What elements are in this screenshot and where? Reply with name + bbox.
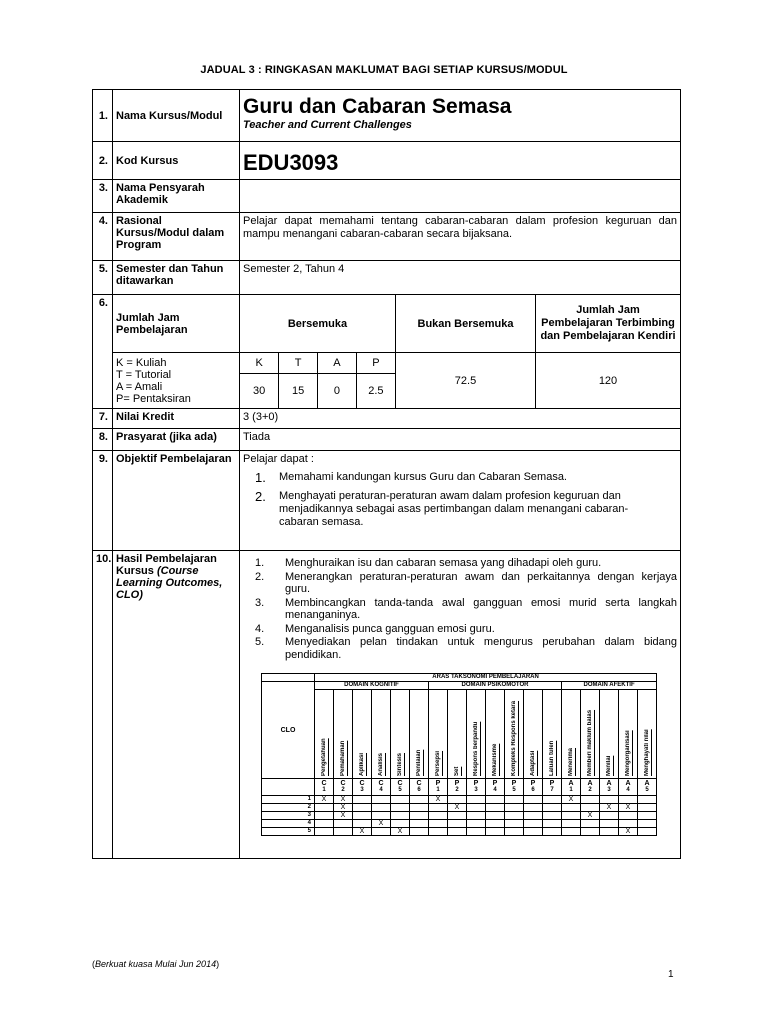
bukan-bersemuka-value: 72.5 [396,353,536,409]
item-number: 5. [255,636,265,648]
outcomes-cell [240,551,681,859]
clo-number: 5 [262,828,315,836]
row-number: 4. [93,213,113,261]
taxonomy-level-label: Menerima [568,747,574,776]
taxonomy-level-label: Mengorganisasi [625,730,631,776]
taxonomy-mark [638,828,657,836]
taxonomy-code [372,779,391,796]
taxonomy-mark [429,820,448,828]
label-italic: (Course Learning Outcomes, CLO) [116,565,223,601]
taxonomy-mark [372,828,391,836]
taxonomy-mark [467,796,486,804]
clo-header: CLO [262,682,315,779]
taxonomy-mark [429,812,448,820]
row-number: 2. [93,142,113,180]
code-letter: P [549,780,555,787]
taxonomy-level-header [353,690,372,779]
ktap-head-t: T [279,353,318,373]
taxonomy-mark: X [334,796,353,804]
code-letter: P [454,780,460,787]
taxonomy-mark [429,828,448,836]
taxonomy-code [562,779,581,796]
item-text: Menerangkan peraturan-peraturan awam dan perkaitannya dengan kerjaya guru. [285,570,677,595]
taxonomy-level-header [410,690,429,779]
taxonomy-code-row [262,779,657,796]
row-number: 7. [93,409,113,429]
footer-italic: Berkuat kuasa Mulai Jun 2014 [95,959,217,969]
objectives-intro: Pelajar dapat : [243,453,314,465]
list-item [243,597,677,622]
taxonomy-code [524,779,543,796]
legend-tutorial: T = Tutorial [116,368,172,381]
hours-legend [113,353,240,409]
taxonomy-level-label: Analisis [378,752,384,776]
code-number: 2 [341,787,345,793]
ktap-val-t: 15 [279,373,318,408]
taxonomy-mark [524,820,543,828]
taxonomy-mark [638,804,657,812]
taxonomy-level-label: Aplikasi [359,752,365,776]
taxonomy-mark [486,812,505,820]
taxonomy-table [261,673,657,836]
row-label: Objektif Pembelajaran [113,451,240,551]
taxonomy-corner [262,674,315,682]
code-letter: A [568,780,574,787]
taxonomy-code [410,779,429,796]
clo-number: 4 [262,820,315,828]
taxonomy-level-header [505,690,524,779]
taxonomy-mark: X [619,828,638,836]
taxonomy-mark [353,796,372,804]
taxonomy-mark [505,812,524,820]
row-number: 9. [93,451,113,551]
taxonomy-code [505,779,524,796]
legend-amali: A = Amali [116,380,163,393]
taxonomy-level-label: Penilaian [416,749,422,776]
list-item [243,636,677,661]
taxonomy-code [581,779,600,796]
taxonomy-mark [600,820,619,828]
taxonomy-mark: X [429,796,448,804]
taxonomy-mark [372,812,391,820]
taxonomy-code [486,779,505,796]
taxonomy-mark [410,812,429,820]
taxonomy-mark [372,804,391,812]
taxonomy-code [638,779,657,796]
item-text: Membincangkan tanda-tanda awal gangguan emosi murid serta langkah menanganinya. [285,596,677,621]
taxonomy-mark [486,804,505,812]
taxonomy-mark [315,812,334,820]
ktap-head-p: P [356,353,395,373]
code-number: 6 [417,787,421,793]
table-row [262,812,657,820]
ktap-val-a: 0 [318,373,357,408]
item-text: Menghayati peraturan-peraturan awam dalam profesion keguruan dan menjadikannya sebagai asas pertimbangan dalam menangani cabaran-cabaran semasa. [279,490,629,528]
taxonomy-level-label: Pengetahuan [321,738,327,776]
clo-number: 2 [262,804,315,812]
code-number: 1 [569,787,573,793]
row-number: 10. [93,551,113,859]
taxonomy-mark [524,804,543,812]
taxonomy-level-label: Pemahaman [340,740,346,776]
footer-note: (Berkuat kuasa Mulai Jun 2014) [92,959,220,969]
row-number: 6. [93,295,113,409]
taxonomy-mark: X [372,820,391,828]
taxonomy-level-label: Mekanisme [492,743,498,776]
taxonomy-mark [410,804,429,812]
item-text: Menghuraikan isu dan cabaran semasa yang dihadapi oleh guru. [285,557,602,569]
taxonomy-mark [581,828,600,836]
code-letter: A [587,780,593,787]
code-letter: P [492,780,498,787]
domain-afektif: DOMAIN AFEKTIF [562,682,657,690]
taxonomy-mark [600,828,619,836]
row-label: Nilai Kredit [113,409,240,429]
taxonomy-mark [315,820,334,828]
code-number: 4 [379,787,383,793]
code-letter: A [625,780,631,787]
taxonomy-mark [581,820,600,828]
taxonomy-mark [467,820,486,828]
header-bersemuka: Bersemuka [240,295,396,353]
taxonomy-level-header [562,690,581,779]
taxonomy-mark [486,820,505,828]
taxonomy-level-header [486,690,505,779]
taxonomy-mark [448,812,467,820]
row-label: Jumlah Jam Pembelajaran [113,295,240,353]
taxonomy-mark [638,796,657,804]
table-row [262,796,657,804]
legend-kuliah: K = Kuliah [116,356,167,369]
taxonomy-level-label: Respons berpandu [473,721,479,776]
code-letter: A [606,780,612,787]
code-number: 3 [474,787,478,793]
taxonomy-mark [391,820,410,828]
course-code: EDU3093 [243,149,339,175]
row-course-code [93,142,681,180]
code-number: 5 [645,787,649,793]
taxonomy-mark [486,796,505,804]
taxonomy-level-label: Adaptasi [530,750,536,776]
course-summary-table [92,89,681,859]
taxonomy-level-header [334,690,353,779]
taxonomy-mark [448,796,467,804]
row-label: Prasyarat (jika ada) [113,429,240,451]
credit-text: 3 (3+0) [240,409,681,429]
list-item [243,471,677,484]
taxonomy-mark [353,820,372,828]
taxonomy-code [467,779,486,796]
item-text: Menyediakan pelan tindakan untuk mengurus perubahan dalam bidang pendidikan. [285,636,677,661]
legend-pentaksiran: P= Pentaksiran [116,392,191,405]
row-learning-hours-header [93,295,681,353]
taxonomy-mark [619,812,638,820]
taxonomy-code [353,779,372,796]
ktap-table [240,353,395,408]
course-name-cell [240,90,681,142]
row-label: Nama Kursus/Modul [113,90,240,142]
taxonomy-mark [372,796,391,804]
taxonomy-mark [505,804,524,812]
clo-number: 3 [262,812,315,820]
taxonomy-level-header [619,690,638,779]
taxonomy-code [448,779,467,796]
code-number: 5 [398,787,402,793]
taxonomy-level-label: Laluan tulen [549,740,555,776]
code-number: 3 [360,787,364,793]
taxonomy-code [315,779,334,796]
row-credit [93,409,681,429]
taxonomy-mark: X [619,804,638,812]
code-number: 4 [626,787,630,793]
row-course-name [93,90,681,142]
list-item [243,571,677,596]
taxonomy-code [391,779,410,796]
taxonomy-level-header [391,690,410,779]
taxonomy-level-label: Set [454,766,460,776]
row-learning-outcomes [93,551,681,859]
taxonomy-mark [353,804,372,812]
taxonomy-mark: X [391,828,410,836]
taxonomy-level-header [524,690,543,779]
document-title: JADUAL 3 : RINGKASAN MAKLUMAT BAGI SETIAP KURSUS/MODUL [200,64,568,76]
taxonomy-level-label: Memberi maklum balas [587,709,593,776]
item-number: 4. [255,622,265,635]
label-plain: Hasil Pembelajaran Kursus [116,553,217,577]
item-number: 3. [255,596,265,609]
course-code-cell [240,142,681,180]
rationale-text: Pelajar dapat memahami tentang cabaran-cabaran dalam profesion keguruan dan mampu menangani cabaran-cabaran secara bijaksana. [240,213,681,261]
row-learning-hours-values [93,353,681,409]
code-letter: P [435,780,441,787]
code-number: 3 [607,787,611,793]
taxonomy-mark [391,812,410,820]
taxonomy-mark: X [315,796,334,804]
taxonomy-mark [581,796,600,804]
domain-kognitif: DOMAIN KOGNITIF [315,682,429,690]
code-number: 6 [531,787,535,793]
list-item [243,490,677,529]
taxonomy-level-header [467,690,486,779]
taxonomy-mark [543,812,562,820]
taxonomy-mark [638,812,657,820]
code-letter: C [416,780,422,787]
taxonomy-mark: X [581,812,600,820]
code-number: 7 [550,787,554,793]
item-number: 2. [255,570,265,583]
taxonomy-mark [524,812,543,820]
ktap-head-k: K [240,353,279,373]
taxonomy-mark [334,820,353,828]
taxonomy-code [543,779,562,796]
taxonomy-mark [562,820,581,828]
list-item [243,623,677,636]
taxonomy-level-header [638,690,657,779]
taxonomy-mark [467,828,486,836]
taxonomy-mark [410,820,429,828]
code-letter: C [397,780,403,787]
taxonomy-mark [562,812,581,820]
row-label: Semester dan Tahun ditawarkan [113,261,240,295]
row-number: 5. [93,261,113,295]
code-letter: P [511,780,517,787]
taxonomy-code [429,779,448,796]
taxonomy-domain-row [262,682,657,690]
taxonomy-mark [410,796,429,804]
code-number: 2 [588,787,592,793]
code-number: 5 [512,787,516,793]
taxonomy-level-header [429,690,448,779]
ktap-head-a: A [318,353,357,373]
taxonomy-mark [543,796,562,804]
row-semester [93,261,681,295]
code-number: 2 [455,787,459,793]
taxonomy-mark [410,828,429,836]
jumlah-jam-value: 120 [536,353,681,409]
taxonomy-mark [467,812,486,820]
page-number: 1 [668,969,674,980]
taxonomy-mark [524,796,543,804]
taxonomy-mark [600,796,619,804]
row-number: 8. [93,429,113,451]
list-item [243,557,677,570]
taxonomy-level-row [262,690,657,779]
taxonomy-mark [448,820,467,828]
objectives-cell [240,451,681,551]
row-label: Nama Pensyarah Akademik [113,180,240,213]
taxonomy-mark [543,820,562,828]
taxonomy-mark [638,820,657,828]
item-number: 2. [255,489,266,504]
taxonomy-level-header [448,690,467,779]
header-jumlah-jam: Jumlah Jam Pembelajaran Terbimbing dan Pembelajaran Kendiri [536,295,681,353]
course-title-english: Teacher and Current Challenges [243,119,412,131]
taxonomy-mark [581,804,600,812]
taxonomy-mark [524,828,543,836]
outcomes-list [243,557,677,661]
taxonomy-mark [391,796,410,804]
code-letter: P [473,780,479,787]
objectives-list [243,471,677,529]
taxonomy-code-blank [262,779,315,796]
taxonomy-mark [619,820,638,828]
clo-number: 1 [262,796,315,804]
taxonomy-code [334,779,353,796]
code-letter: C [340,780,346,787]
table-row [262,828,657,836]
taxonomy-code [619,779,638,796]
taxonomy-mark [391,804,410,812]
taxonomy-title: ARAS TAKSONOMI PEMBELAJARAN [315,674,657,682]
taxonomy-mark [467,804,486,812]
taxonomy-mark [315,804,334,812]
taxonomy-level-header [581,690,600,779]
taxonomy-level-label: Sintesis [397,752,403,776]
row-number: 1. [93,90,113,142]
code-letter: A [644,780,650,787]
taxonomy-level-label: Persepsi [435,750,441,776]
item-number: 1. [255,557,265,569]
lecturer-cell [240,180,681,213]
taxonomy-mark [543,828,562,836]
taxonomy-mark [486,828,505,836]
row-label: Rasional Kursus/Modul dalam Program [113,213,240,261]
taxonomy-mark: X [334,812,353,820]
taxonomy-mark [562,804,581,812]
taxonomy-mark: X [334,804,353,812]
taxonomy-mark [505,828,524,836]
taxonomy-level-label: Menghayati nilai [644,729,651,776]
taxonomy-mark [505,796,524,804]
taxonomy-mark [315,828,334,836]
code-number: 1 [322,787,326,793]
table-row [262,804,657,812]
taxonomy-mark: X [448,804,467,812]
row-rationale [93,213,681,261]
taxonomy-title-row [262,674,657,682]
taxonomy-mark [353,812,372,820]
header-bukan-bersemuka: Bukan Bersemuka [396,295,536,353]
taxonomy-mark [600,812,619,820]
row-label: Kod Kursus [113,142,240,180]
taxonomy-mark [429,804,448,812]
code-number: 4 [493,787,497,793]
prerequisite-text: Tiada [240,429,681,451]
row-lecturer [93,180,681,213]
row-objectives [93,451,681,551]
taxonomy-code [600,779,619,796]
code-letter: P [530,780,536,787]
semester-text: Semester 2, Tahun 4 [240,261,681,295]
code-letter: C [359,780,365,787]
row-label [113,551,240,859]
taxonomy-mark [562,828,581,836]
item-text: Memahami kandungan kursus Guru dan Cabaran Semasa. [279,471,567,483]
taxonomy-level-header [372,690,391,779]
taxonomy-level-header [600,690,619,779]
domain-psikomotor: DOMAIN PSIKOMOTOR [429,682,562,690]
item-text: Menganalisis punca gangguan emosi guru. [285,622,495,635]
row-prerequisite [93,429,681,451]
taxonomy-mark [505,820,524,828]
taxonomy-mark [619,796,638,804]
taxonomy-mark [448,828,467,836]
taxonomy-mark: X [562,796,581,804]
taxonomy-mark: X [600,804,619,812]
taxonomy-level-label: Menilai [606,755,612,776]
row-number: 3. [93,180,113,213]
taxonomy-mark [543,804,562,812]
taxonomy-mark: X [353,828,372,836]
item-number: 1. [255,470,266,485]
taxonomy-level-header [315,690,334,779]
code-number: 1 [436,787,440,793]
taxonomy-level-label: Kompleks Respons ketara [511,700,517,776]
ktap-val-k: 30 [240,373,279,408]
taxonomy-level-header [543,690,562,779]
ktap-val-p: 2.5 [368,384,384,397]
course-title: Guru dan Cabaran Semasa [243,95,512,118]
code-letter: C [378,780,384,787]
taxonomy-mark [334,828,353,836]
code-letter: C [321,780,327,787]
ktap-cell [240,353,396,409]
table-row [262,820,657,828]
